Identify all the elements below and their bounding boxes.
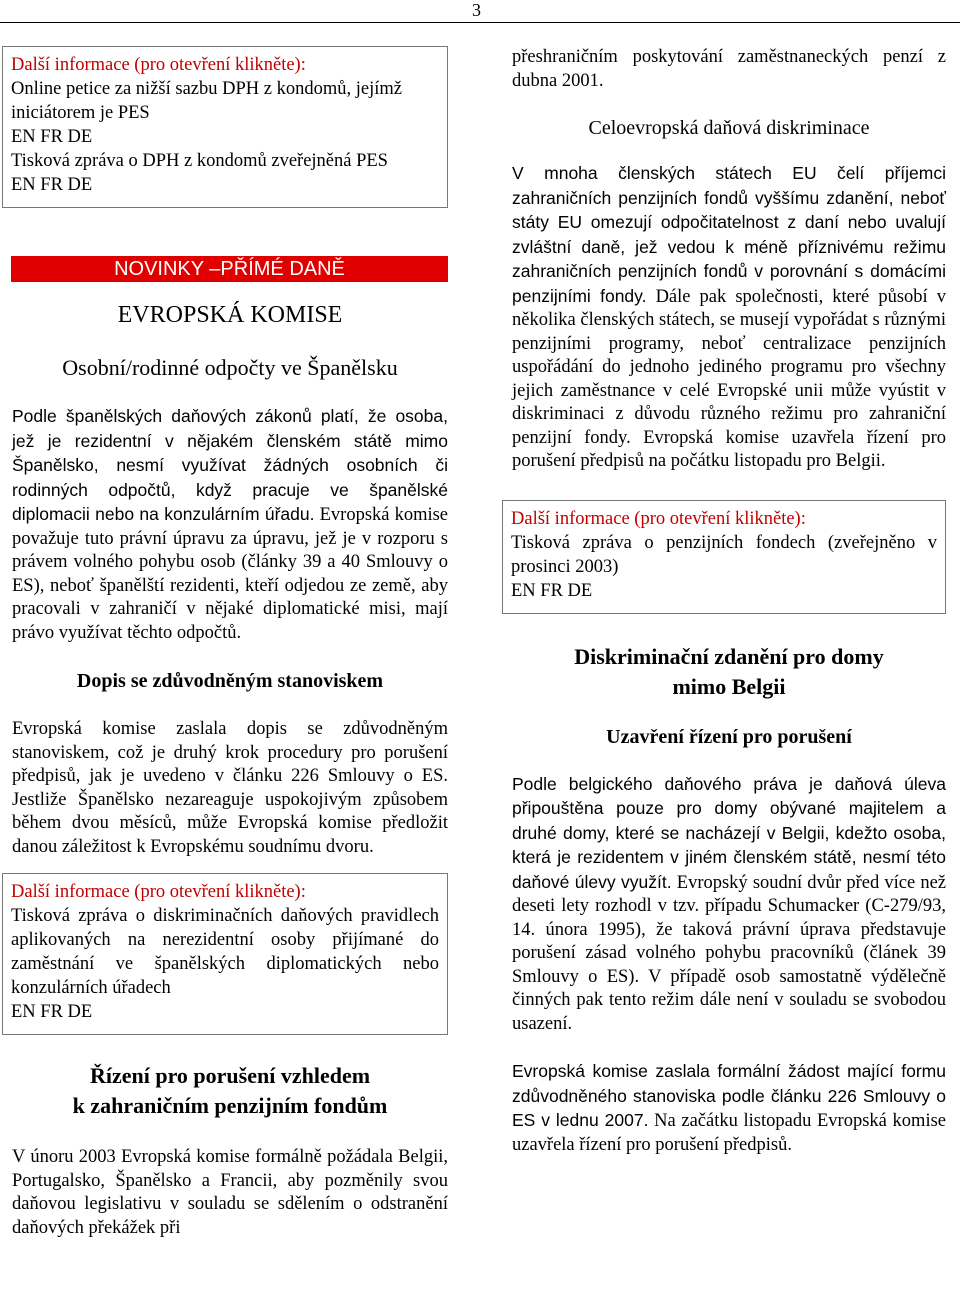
info-box-heading[interactable]: Další informace (pro otevření klikněte): <box>11 55 306 75</box>
paragraph-part: Dále pak společnosti, které působí v několika členských státech, se musejí vypořádat s různými penzijními programy, neboť centralizace penzijních uspořádání do jednoho jediného programu pro všechny jejich zaměstnance v celé Evropské unii může vyústit v diskriminaci z důvodu různého režimu pro zahraniční penzijní fondy. Evropská komise uzavřela řízení pro porušení předpisů na počátku listopadu pro Belgii. <box>512 286 947 471</box>
info-link-press-release[interactable]: Tisková zpráva o DPH z kondomů zveřejněná PES <box>11 151 388 171</box>
paragraph-tax-discrimination <box>512 162 946 474</box>
right-column <box>512 46 946 1157</box>
paragraph-part: V mnoha členských státech EU čelí příjemci zahraničních penzijních fondů vyššímu zdanění, neboť státy EU omezují odpočitatelnost z daní nebo uvalují zvláštní daně, jež vedou k méně příznivému režimu zahraničních penzijních fondů v porovnání s domácími penzijními fondy. <box>512 163 946 306</box>
subheading-closure: Uzavření řízení pro porušení <box>606 725 852 748</box>
paragraph-part: Evropská komise zaslala formální žádost mající formu zdůvodněného stanoviska podle článku 226 Smlouvy o ES v lednu 2007. <box>512 1061 946 1130</box>
section-title-line: mimo Belgii <box>672 673 786 699</box>
paragraph-formal-request <box>512 1060 946 1157</box>
commission-heading: EVROPSKÁ KOMISE <box>117 302 343 328</box>
paragraph-part: Evropský soudní dvůr před více než deseti lety rozhodl v tzv. případu Schumacker (C-279/93, 14. února 1995), že taková právní úprava představuje porušení zásad volného pohybu pracovníků (článek 39 Smlouvy o ES). V případě osob samostatně výdělečně činných pak tento režim dále není v souladu se svobodou usazení. <box>512 872 947 1034</box>
page-number: 3 <box>472 0 481 20</box>
section-title-line: Diskriminační zdanění pro domy <box>574 643 884 669</box>
subheading-reasoned-opinion: Dopis se zdůvodněným stanoviskem <box>76 670 384 692</box>
section-title-line: k zahraničním penzijním fondům <box>72 1093 388 1118</box>
info-box-spain <box>2 873 448 1035</box>
info-box-condoms <box>2 46 448 208</box>
info-box-pensions <box>502 500 946 614</box>
section-title-pension-funds <box>12 1061 448 1121</box>
paragraph-belgium <box>512 773 946 1037</box>
language-links[interactable]: EN FR DE <box>11 127 93 147</box>
language-links[interactable]: EN FR DE <box>511 580 593 601</box>
paragraph-part: Na začátku listopadu Evropská komise uzavřela řízení pro porušení předpisů. <box>512 1111 946 1155</box>
info-link-press-release[interactable]: Tisková zpráva o penzijních fondech (zveřejněno v prosinci 2003) <box>511 532 937 577</box>
language-links[interactable]: EN FR DE <box>11 1002 93 1022</box>
paragraph-part: Podle španělských daňových zákonů platí, že osoba, jež je rezidentní v nějakém členském státě mimo Španělsko, nesmí využívat žádných osobních či rodinných odpočtů, když pracuje ve španělské diplomacii nebo na konzulárním úřadu. <box>12 406 448 524</box>
subheading-tax-discrimination: Celoevropská daňová diskriminace <box>588 117 870 139</box>
info-box-heading[interactable]: Další informace (pro otevření klikněte): <box>511 508 806 529</box>
info-link-petition[interactable]: Online petice za nižší sazbu DPH z kondomů, jejímž iniciátorem je PES <box>11 79 402 123</box>
section-title-line: Řízení pro porušení vzhledem <box>89 1063 371 1088</box>
info-link-press-release[interactable]: Tisková zpráva o diskriminačních daňových pravidlech aplikovaných na nerezidentní osoby přijímané do zaměstnání ve španělských diplomatických nebo konzulárních úřadech <box>11 906 439 998</box>
paragraph-part: Evropská komise považuje tuto právní úpravu za úpravu, jež je v rozporu s právem volného pohybu osob (články 39 a 40 Smlouvy o ES), neboť španělští rezidenti, kteří odjedou ze země, aby pracovali v zahraničí v nějaké diplomatické misi, mají právo využívat těchto odpočtů. <box>12 505 449 643</box>
section-title-spain: Osobní/rodinné odpočty ve Španělsku <box>62 355 398 380</box>
paragraph-part: Podle belgického daňového práva je daňová úleva připouštěna pouze pro domy obývané majitelem a druhé domy, které se nacházejí v Belgii, kdežto osoba, která je rezidentem v jiném členském státě, nesmí této daňové úlevy využít. <box>512 773 946 892</box>
paragraph-spain <box>12 405 448 645</box>
language-links[interactable]: EN FR DE <box>11 175 93 195</box>
section-title-belgium <box>512 642 946 702</box>
paragraph-pension-funds: V únoru 2003 Evropská komise formálně požádala Belgii, Portugalsko, Španělsko a Francii, aby pozměnily svou daňovou legislativu v souladu se sdělením o odstranění daňových překážek při <box>12 1147 448 1238</box>
paragraph-reasoned-opinion: Evropská komise zaslala dopis se zdůvodněným stanoviskem, což je druhý krok procedury pro porušení předpisů, jak je uvedeno v článku 226 Smlouvy o ES. Jestliže Španělsko nezareaguje uspokojivým způsobem během dvou měsíců, může Evropská komise předložit danou záležitost k Evropskému soudnímu dvoru. <box>12 719 448 857</box>
info-box-heading[interactable]: Další informace (pro otevření klikněte): <box>11 882 306 902</box>
paragraph-continued: přeshraničním poskytování zaměstnaneckých penzí z dubna 2001. <box>512 47 946 91</box>
news-banner: NOVINKY –PŘÍMÉ DANĚ <box>11 256 448 282</box>
header-rule <box>0 22 960 23</box>
left-column <box>12 46 448 1240</box>
